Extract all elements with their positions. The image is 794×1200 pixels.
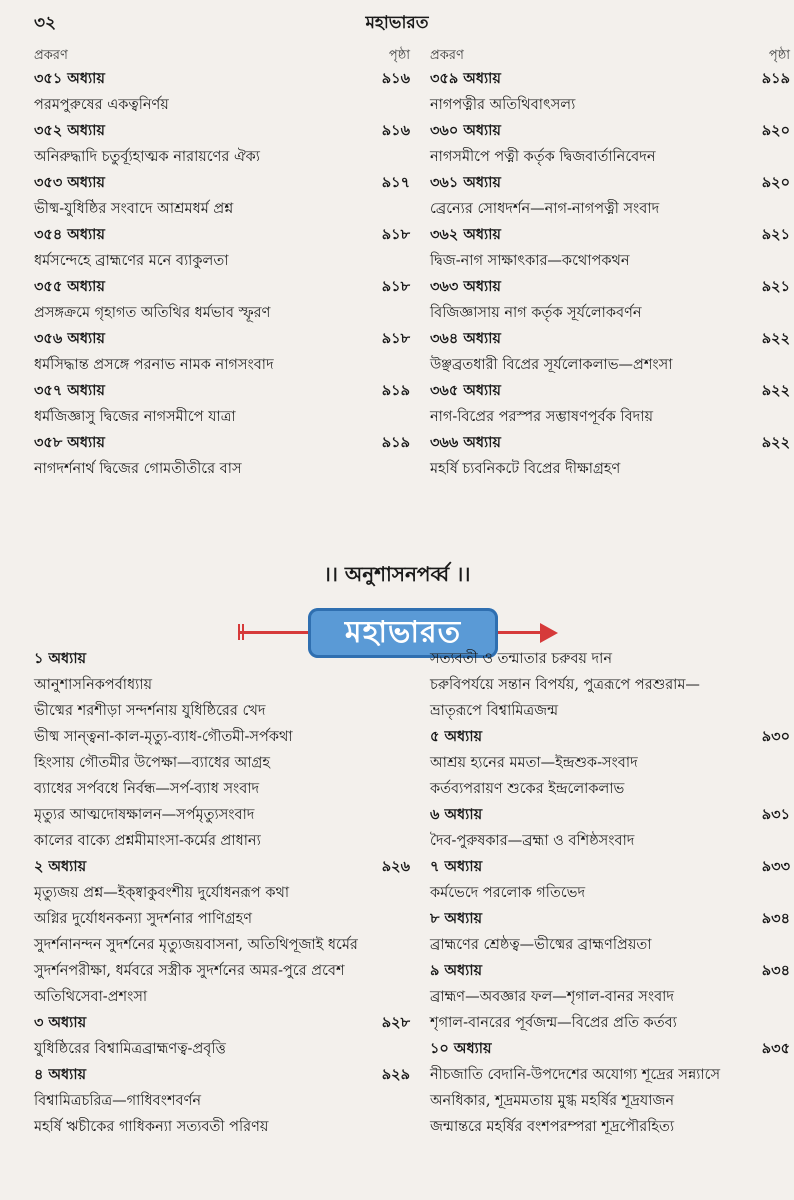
- topic-label: ভীষ্ম-যুধিষ্ঠির সংবাদে আশ্রমধর্ম প্রশ্ন: [34, 201, 234, 217]
- chapter-label: ৩৫৭ অধ্যায়: [34, 382, 105, 399]
- topic-label: অনধিকার, শূদ্রমমতায় মুগ্ধ মহর্ষির শূদ্রযাজন: [430, 1093, 675, 1109]
- chapter-heading-row: [430, 854, 790, 880]
- chapter-heading-row: [34, 118, 410, 144]
- topic-label: অনিরুদ্ধাদি চতুর্ব্যূহাত্মক নারায়ণের ঐক্য: [34, 149, 260, 165]
- page-number: ৩২: [34, 13, 57, 33]
- chapter-label: ৩৬৬ অধ্যায়: [430, 434, 501, 451]
- page-ref: ৯২০: [761, 174, 790, 191]
- topic-label: ভীষ্ম সান্ত্বনা-কাল-মৃত্যু-ব্যাধ-গৌতমী-সর্পকথা: [34, 729, 293, 745]
- page-ref: ৯২৮: [381, 1014, 410, 1031]
- page-ref: ৯২২: [761, 382, 790, 399]
- chapter-label: ৪ অধ্যায়: [34, 1066, 87, 1083]
- topic-row: [430, 144, 790, 170]
- topic-row: [34, 300, 410, 326]
- chapter-label: ৩৫৪ অধ্যায়: [34, 226, 105, 243]
- page-ref: ৯২২: [761, 434, 790, 451]
- topic-label: ভীষ্মের শরশীড়া সন্দর্শনায় যুধিষ্ঠিরের খেদ: [34, 703, 266, 719]
- topic-label: ভ্রাতৃরূপে বিশ্বামিত্রজন্ম: [430, 703, 559, 719]
- page-ref: ৯১৯: [381, 434, 410, 451]
- topic-row: [430, 196, 790, 222]
- topic-row: [34, 1114, 410, 1140]
- topic-label: শৃগাল-বানরের পূর্বজন্ম—বিপ্রের প্রতি কর্তব্য: [430, 1015, 677, 1031]
- topic-label: ব্রাহ্মণের শ্রেষ্ঠত্ব—ভীষ্মের ব্রাহ্মণপ্রিয়তা: [430, 937, 652, 953]
- topic-label: নাগ-বিপ্রের পরস্পর সম্ভাষণপূর্বক বিদায়: [430, 409, 654, 425]
- chapter-heading-row: [430, 1036, 790, 1062]
- toc-top-left: [34, 46, 410, 482]
- chapter-label: ৩৬১ অধ্যায়: [430, 174, 501, 191]
- topic-row: [34, 776, 410, 802]
- page-ref: ৯২২: [761, 330, 790, 347]
- page-ref: ৯১৮: [381, 330, 410, 347]
- chapter-heading-row: [430, 222, 790, 248]
- topic-row: [34, 404, 410, 430]
- topic-label: সুদর্শনপরীক্ষা, ধর্মবরে সস্ত্রীক সুদর্শনের অমর-পুরে প্রবেশ: [34, 963, 345, 979]
- arrow-head-icon: [540, 623, 558, 643]
- chapter-label: ৫ অধ্যায়: [430, 728, 483, 745]
- chapter-label: ২ অধ্যায়: [34, 858, 87, 875]
- topic-row: [34, 880, 410, 906]
- chapter-heading-row: [430, 378, 790, 404]
- topic-row: [34, 958, 410, 984]
- topic-row: [430, 92, 790, 118]
- page-ref: ৯৩০: [761, 728, 790, 745]
- topic-label: আশ্রয় হ্যনের মমতা—ইন্দ্রশুক-সংবাদ: [430, 755, 638, 771]
- chapter-heading-row: [34, 378, 410, 404]
- column-header: [430, 46, 790, 66]
- topic-row: [430, 352, 790, 378]
- chapter-heading-row: [34, 326, 410, 352]
- chapter-label: ৩৬২ অধ্যায়: [430, 226, 501, 243]
- topic-label: দৈব-পুরুষকার—ব্রহ্মা ও বশিষ্ঠসংবাদ: [430, 833, 635, 849]
- chapter-label: ৩৬৫ অধ্যায়: [430, 382, 501, 399]
- topic-row: [34, 456, 410, 482]
- topic-row: [34, 672, 410, 698]
- page-ref: ৯১৬: [381, 70, 410, 87]
- topic-row: [34, 802, 410, 828]
- topic-row: [430, 828, 790, 854]
- chapter-label: ৩ অধ্যায়: [34, 1014, 87, 1031]
- chapter-heading-row: [34, 274, 410, 300]
- topic-label: নীচজাতি বেদানি-উপদেশের অযোগ্য শূদ্রের সন্ন্যাসে: [430, 1067, 721, 1083]
- toc-bottom-left: [34, 646, 410, 1140]
- chapter-heading-row: [430, 274, 790, 300]
- topic-label: সুদর্শনানন্দন সুদর্শনের মৃত্যুজয়বাসনা, অতিথিপূজাই ধর্মের: [34, 937, 358, 953]
- chapter-label: ৯ অধ্যায়: [430, 962, 483, 979]
- page-ref: ৯১৮: [381, 278, 410, 295]
- page-ref: ৯২৬: [381, 858, 410, 875]
- topic-row: [34, 92, 410, 118]
- column-header: [34, 46, 410, 66]
- chapter-label: ৩৫৬ অধ্যায়: [34, 330, 105, 347]
- chapter-heading-row: [430, 430, 790, 456]
- topic-label: যুধিষ্ঠিরের বিশ্বামিত্রব্রাহ্মণত্ব-প্রবৃত্তি: [34, 1041, 226, 1057]
- topic-label: কালের বাক্যে প্রশ্নমীমাংসা-কর্মের প্রাধান্য: [34, 833, 261, 849]
- chapter-heading-row: [34, 854, 410, 880]
- chapter-heading-row: [430, 802, 790, 828]
- chapter-label: ৩৫১ অধ্যায়: [34, 70, 105, 87]
- chapter-heading-row: [34, 170, 410, 196]
- topic-label: দ্বিজ-নাগ সাক্ষাৎকার—কথোপকথন: [430, 253, 630, 269]
- chapter-label: ৩৫৯ অধ্যায়: [430, 70, 501, 87]
- header-page-label: পৃষ্ঠা: [768, 48, 790, 63]
- topic-row: [430, 1062, 790, 1088]
- logo-text: মহাভারত: [308, 608, 498, 658]
- chapter-heading-row: [430, 326, 790, 352]
- topic-label: বিজিজ্ঞাসায় নাগ কর্তৃক সূর্যলোকবর্ণন: [430, 305, 642, 321]
- topic-label: মৃত্যুর আত্মদোষক্ষালন—সর্পমৃত্যুসংবাদ: [34, 807, 255, 823]
- topic-label: নাগসমীপে পত্নী কর্তৃক দ্বিজবার্তানিবেদন: [430, 149, 656, 165]
- topic-label: অতিথিসেবা-প্রশংসা: [34, 989, 148, 1005]
- topic-row: [34, 698, 410, 724]
- toc-list: [34, 66, 410, 482]
- topic-label: বিশ্বামিত্রচরিত্র—গাধিবংশবর্ণন: [34, 1093, 202, 1109]
- topic-row: [34, 828, 410, 854]
- chapter-heading-row: [430, 724, 790, 750]
- topic-label: ব্যাধের সর্পবধে নির্বন্ধ—সর্প-ব্যাধ সংবাদ: [34, 781, 260, 797]
- topic-label: মহর্ষি চ্যবনিকটে বিপ্রের দীক্ষাগ্রহণ: [430, 461, 621, 477]
- chapter-label: ৬ অধ্যায়: [430, 806, 483, 823]
- topic-row: [34, 750, 410, 776]
- page-ref: ৯২৯: [381, 1066, 410, 1083]
- topic-row: [34, 1088, 410, 1114]
- topic-label: জন্মান্তরে মহর্ষির বংশপরম্পরা শূদ্রপৌরহিত্য: [430, 1119, 675, 1135]
- page-ref: ৯২১: [761, 278, 790, 295]
- page-ref: ৯২১: [761, 226, 790, 243]
- header-page-label: পৃষ্ঠা: [388, 48, 410, 63]
- header-chapter-label: প্রকরণ: [34, 48, 68, 63]
- page-ref: ৯৩৫: [761, 1040, 790, 1057]
- chapter-heading-row: [34, 66, 410, 92]
- chapter-heading-row: [430, 958, 790, 984]
- topic-label: আনুশাসনিকপর্বাধ্যায়: [34, 677, 153, 693]
- topic-label: অগ্নির দুর্যোধনকন্যা সুদর্শনার পাণিগ্রহণ: [34, 911, 253, 927]
- toc-top-right: [430, 46, 790, 482]
- topic-row: [430, 932, 790, 958]
- topic-label: নাগপত্নীর অতিথিবাৎসল্য: [430, 97, 576, 113]
- topic-label: কর্তব্যপরায়ণ শুকের ইন্দ্রলোকলাভ: [430, 781, 625, 797]
- section-title: ।। অনুশাসনপর্ব্ব ।।: [323, 562, 471, 586]
- chapter-label: ৩৫৫ অধ্যায়: [34, 278, 105, 295]
- topic-row: [430, 1010, 790, 1036]
- chapter-label: ১ অধ্যায়: [34, 650, 87, 667]
- page-ref: ৯১৭: [381, 174, 410, 191]
- topic-label: ধর্মসিদ্ধান্ত প্রসঙ্গে পরনাভ নামক নাগসংবাদ: [34, 357, 274, 373]
- toc-list: [430, 646, 790, 1140]
- topic-row: [430, 300, 790, 326]
- topic-row: [34, 196, 410, 222]
- chapter-heading-row: [430, 118, 790, 144]
- topic-row: [430, 672, 790, 698]
- chapter-heading-row: [430, 66, 790, 92]
- topic-label: ধর্মজিজ্ঞাসু দ্বিজের নাগসমীপে যাত্রা: [34, 409, 236, 425]
- topic-label: প্রসঙ্গক্রমে গৃহাগত অতিথির ধর্মভাব স্ফূরণ: [34, 305, 271, 321]
- running-title: মহাভারত: [365, 13, 429, 33]
- header-chapter-label: প্রকরণ: [430, 48, 464, 63]
- topic-row: [430, 880, 790, 906]
- topic-row: [430, 1088, 790, 1114]
- chapter-label: ৩৫৮ অধ্যায়: [34, 434, 105, 451]
- topic-label: কর্মভেদে পরলোক গতিভেদ: [430, 885, 586, 901]
- topic-row: [34, 984, 410, 1010]
- chapter-heading-row: [34, 1010, 410, 1036]
- chapter-label: ১০ অধ্যায়: [430, 1040, 492, 1057]
- chapter-label: ৩৬৪ অধ্যায়: [430, 330, 501, 347]
- topic-row: [430, 646, 790, 672]
- chapter-heading-row: [430, 906, 790, 932]
- topic-label: মহর্ষি ঋচীকের গাধিকন্যা সত্যবতী পরিণয়: [34, 1119, 269, 1135]
- topic-label: চরুবিপর্যয়ে সন্তান বিপর্যয়, পুত্ররূপে পরশুরাম—: [430, 677, 700, 693]
- topic-row: [430, 698, 790, 724]
- topic-label: উঞ্ছব্রতধারী বিপ্রের সূর্যলোকলাভ—প্রশংসা: [430, 357, 673, 373]
- topic-row: [430, 750, 790, 776]
- chapter-label: ৩৬০ অধ্যায়: [430, 122, 501, 139]
- topic-label: ব্রেন্যের সোধদর্শন—নাগ-নাগপত্নী সংবাদ: [430, 201, 660, 217]
- toc-list: [430, 66, 790, 482]
- topic-row: [34, 932, 410, 958]
- topic-row: [430, 248, 790, 274]
- topic-row: [430, 984, 790, 1010]
- topic-label: মৃত্যুজয় প্রশ্ন—ইক্ষ্বাকুবংশীয় দুর্যোধনরূপ কথা: [34, 885, 290, 901]
- chapter-heading-row: [34, 646, 410, 672]
- topic-label: হিংসায় গৌতমীর উপেক্ষা—ব্যাধের আগ্রহ: [34, 755, 270, 771]
- topic-label: সত্যবতী ও তন্মাতার চরুবয় দান: [430, 651, 613, 667]
- topic-row: [34, 144, 410, 170]
- page-ref: ৯১৯: [381, 382, 410, 399]
- topic-row: [34, 352, 410, 378]
- chapter-heading-row: [34, 430, 410, 456]
- chapter-label: ৭ অধ্যায়: [430, 858, 483, 875]
- topic-row: [430, 1114, 790, 1140]
- page-ref: ৯৩৪: [761, 910, 790, 927]
- chapter-label: ৩৫৩ অধ্যায়: [34, 174, 105, 191]
- chapter-heading-row: [34, 222, 410, 248]
- toc-bottom-right: [430, 646, 790, 1140]
- chapter-label: ৮ অধ্যায়: [430, 910, 483, 927]
- chapter-label: ৩৬৩ অধ্যায়: [430, 278, 501, 295]
- page-ref: ৯৩৪: [761, 962, 790, 979]
- topic-row: [34, 906, 410, 932]
- chapter-heading-row: [34, 1062, 410, 1088]
- topic-label: পরমপুরুষের একত্বনির্ণয়: [34, 97, 169, 113]
- page-ref: ৯১৬: [381, 122, 410, 139]
- page-ref: ৯৩১: [761, 806, 790, 823]
- topic-row: [430, 776, 790, 802]
- page-ref: ৯২০: [761, 122, 790, 139]
- toc-list: [34, 646, 410, 1140]
- topic-label: নাগদর্শনার্থ দ্বিজের গোমতীতীরে বাস: [34, 461, 242, 477]
- topic-row: [34, 724, 410, 750]
- topic-label: ব্রাহ্মণ—অবজ্ঞার ফল—শৃগাল-বানর সংবাদ: [430, 989, 674, 1005]
- topic-row: [34, 1036, 410, 1062]
- page-ref: ৯১৯: [761, 70, 790, 87]
- chapter-label: ৩৫২ অধ্যায়: [34, 122, 105, 139]
- topic-row: [430, 404, 790, 430]
- topic-row: [34, 248, 410, 274]
- page-ref: ৯৩৩: [761, 858, 790, 875]
- topic-row: [430, 456, 790, 482]
- topic-label: ধর্মসন্দেহে ব্রাহ্মণের মনে ব্যাকুলতা: [34, 253, 229, 269]
- chapter-heading-row: [430, 170, 790, 196]
- page-ref: ৯১৮: [381, 226, 410, 243]
- arrow-fletching-icon: [238, 624, 266, 640]
